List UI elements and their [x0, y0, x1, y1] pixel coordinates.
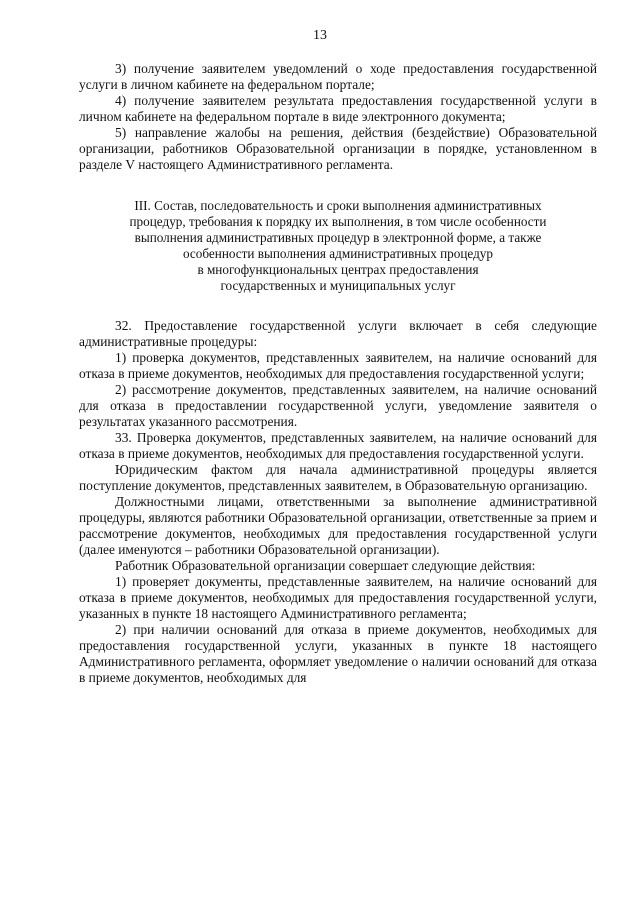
- section-heading-line: в многофункциональных центрах предоставления: [197, 262, 479, 277]
- section-heading-line: особенности выполнения административных процедур: [183, 246, 493, 261]
- section-heading: [79, 198, 597, 294]
- list-item-3: 3) получение заявителем уведомлений о ходе предоставления государственной услуги в личном кабинете на федеральном портале;: [79, 61, 597, 92]
- section-heading-line: выполнения административных процедур в электронной форме, а также: [134, 230, 542, 245]
- procedure-item-1: 1) проверка документов, представленных заявителем, на наличие оснований для отказа в приеме документов, необходимых для предоставления государственной услуги;: [79, 350, 597, 381]
- list-item-4: 4) получение заявителем результата предоставления государственной услуги в личном кабинете на федеральном портале в виде электронного документа;: [79, 93, 597, 124]
- actions-intro-paragraph: Работник Образовательной организации совершает следующие действия:: [115, 558, 536, 573]
- action-item-1: 1) проверяет документы, представленные заявителем, на наличие оснований для отказа в приеме документов, необходимых для предоставления государственной услуги, указанных в пункте 18 настоящего Административного регламента;: [79, 574, 597, 621]
- legal-fact-paragraph: Юридическим фактом для начала административной процедуры является поступление документов, представленных заявителем, в Образовательную организацию.: [79, 462, 597, 493]
- section-heading-line: государственных и муниципальных услуг: [220, 278, 456, 293]
- paragraph-33: 33. Проверка документов, представленных заявителем, на наличие оснований для отказа в приеме документов, необходимых для предоставления государственной услуги.: [79, 430, 597, 461]
- action-item-2: 2) при наличии оснований для отказа в приеме документов, необходимых для предоставления государственной услуги, указанных в пункте 18 настоящего Административного регламента, оформляет уведомление о наличии оснований для отказа в приеме документов, необходимых для: [79, 622, 597, 685]
- page-number: 13: [313, 28, 327, 43]
- responsible-officials-paragraph: Должностными лицами, ответственными за выполнение административной процедуры, являются работники Образовательной организации, ответственные за прием и рассмотрение документов, необходимых для предоставления государственной услуги (далее именуются – работники Образовательной организации).: [79, 494, 597, 557]
- section-heading-line: процедур, требования к порядку их выполнения, в том числе особенности: [129, 214, 547, 229]
- section-heading-line: III. Состав, последовательность и сроки выполнения административных: [134, 198, 542, 213]
- procedure-item-2: 2) рассмотрение документов, представленных заявителем, на наличие оснований для отказа в предоставлении государственной услуги, уведомление заявителя о результатах указанного рассмотрения.: [79, 382, 597, 429]
- document-body: [79, 61, 597, 686]
- list-item-5: 5) направление жалобы на решения, действия (бездействие) Образовательной организации, работников Образовательной организации в порядке, установленном в разделе V настоящего Административного регламента.: [79, 125, 597, 172]
- paragraph-32: 32. Предоставление государственной услуги включает в себя следующие административные процедуры:: [79, 318, 597, 349]
